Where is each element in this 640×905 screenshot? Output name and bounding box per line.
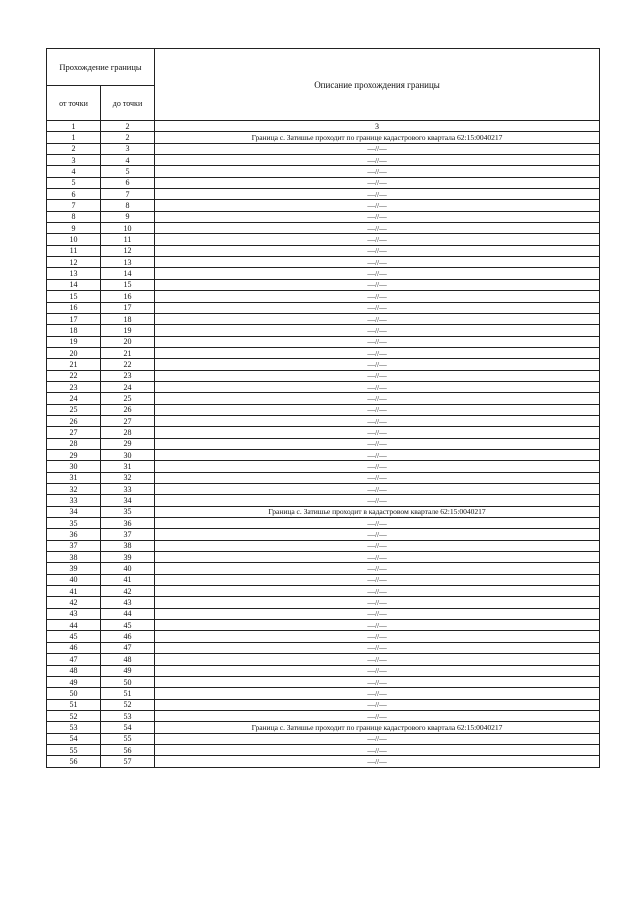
table-row [47,132,600,143]
table-row [47,370,600,381]
to-point-cell: 12 [101,245,155,256]
description-cell: —//— [155,620,600,631]
description-cell: —//— [155,631,600,642]
table-row [47,268,600,279]
from-point-cell: 17 [47,313,101,324]
description-cell: —//— [155,586,600,597]
to-point-cell: 50 [101,676,155,687]
from-point-cell: 18 [47,325,101,336]
to-point-cell: 4 [101,155,155,166]
description-cell: —//— [155,223,600,234]
description-cell: —//— [155,756,600,767]
to-point-cell: 36 [101,518,155,529]
to-point-cell: 18 [101,313,155,324]
from-point-cell: 53 [47,722,101,733]
to-point-cell: 43 [101,597,155,608]
description-cell: —//— [155,733,600,744]
description-cell: —//— [155,744,600,755]
table-row [47,381,600,392]
from-point-cell: 15 [47,291,101,302]
to-point-cell: 15 [101,279,155,290]
to-point-cell: 2 [101,132,155,143]
to-point-cell: 25 [101,393,155,404]
description-cell: —//— [155,540,600,551]
from-point-cell: 19 [47,336,101,347]
to-point-cell: 17 [101,302,155,313]
table-row [47,347,600,358]
description-cell: —//— [155,427,600,438]
from-point-cell: 14 [47,279,101,290]
to-point-cell: 42 [101,586,155,597]
from-point-cell: 40 [47,574,101,585]
from-point-cell: 36 [47,529,101,540]
boundary-table [46,48,600,768]
table-row [47,710,600,721]
table-row [47,733,600,744]
table-row [47,415,600,426]
to-point-cell: 49 [101,665,155,676]
table-row [47,506,600,517]
from-point-cell: 16 [47,302,101,313]
from-point-cell: 2 [47,143,101,154]
description-cell: —//— [155,449,600,460]
table-row [47,631,600,642]
table-row [47,495,600,506]
table-row [47,744,600,755]
to-point-cell: 45 [101,620,155,631]
description-cell: —//— [155,438,600,449]
from-point-cell: 30 [47,461,101,472]
description-cell: —//— [155,461,600,472]
to-point-cell: 21 [101,347,155,358]
table-row [47,427,600,438]
description-cell: —//— [155,699,600,710]
from-point-cell: 10 [47,234,101,245]
from-point-cell: 47 [47,654,101,665]
from-point-cell: 9 [47,223,101,234]
to-point-cell: 19 [101,325,155,336]
table-row [47,574,600,585]
from-point-cell: 3 [47,155,101,166]
table-row [47,756,600,767]
table-row [47,449,600,460]
description-cell: —//— [155,574,600,585]
table-row [47,563,600,574]
to-point-cell: 34 [101,495,155,506]
table-row [47,518,600,529]
table-row [47,336,600,347]
to-point-cell: 33 [101,484,155,495]
table-row [47,302,600,313]
from-point-cell: 39 [47,563,101,574]
to-point-cell: 28 [101,427,155,438]
to-point-cell: 30 [101,449,155,460]
to-point-cell: 41 [101,574,155,585]
description-cell: —//— [155,313,600,324]
from-point-cell: 41 [47,586,101,597]
to-point-cell: 20 [101,336,155,347]
to-point-cell: 24 [101,381,155,392]
from-point-cell: 42 [47,597,101,608]
table-row [47,404,600,415]
from-point-cell: 46 [47,642,101,653]
description-cell: —//— [155,166,600,177]
description-cell: —//— [155,393,600,404]
column-number-row [47,121,600,132]
table-row [47,608,600,619]
from-point-cell: 27 [47,427,101,438]
description-cell: —//— [155,381,600,392]
table-row [47,291,600,302]
description-cell: —//— [155,415,600,426]
table-row [47,552,600,563]
table-row [47,257,600,268]
to-point-cell: 39 [101,552,155,563]
table-row [47,166,600,177]
description-cell: —//— [155,257,600,268]
from-point-cell: 20 [47,347,101,358]
to-point-cell: 6 [101,177,155,188]
from-point-cell: 29 [47,449,101,460]
to-point-cell: 57 [101,756,155,767]
from-point-cell: 44 [47,620,101,631]
from-point-cell: 7 [47,200,101,211]
column-number: 1 [47,121,101,132]
to-point-cell: 53 [101,710,155,721]
from-point-cell: 11 [47,245,101,256]
to-point-cell: 38 [101,540,155,551]
to-point-cell: 32 [101,472,155,483]
from-point-cell: 31 [47,472,101,483]
description-cell: —//— [155,325,600,336]
to-point-cell: 27 [101,415,155,426]
from-point-cell: 13 [47,268,101,279]
to-point-cell: 29 [101,438,155,449]
description-cell: —//— [155,665,600,676]
description-cell: —//— [155,245,600,256]
table-row [47,223,600,234]
table-row [47,359,600,370]
from-point-cell: 48 [47,665,101,676]
table-row [47,676,600,687]
from-point-cell: 55 [47,744,101,755]
table-row [47,189,600,200]
description-cell: —//— [155,200,600,211]
description-cell: —//— [155,563,600,574]
table-row [47,461,600,472]
description-cell: Граница с. Затишье проходит по границе кадастрового квартала 62:15:0040217 [155,722,600,733]
description-cell: —//— [155,359,600,370]
column-number: 3 [155,121,600,132]
description-cell: —//— [155,676,600,687]
to-point-cell: 31 [101,461,155,472]
description-cell: —//— [155,143,600,154]
table-row [47,438,600,449]
from-point-cell: 26 [47,415,101,426]
description-cell: —//— [155,279,600,290]
to-point-cell: 40 [101,563,155,574]
from-point-cell: 32 [47,484,101,495]
table-row [47,586,600,597]
column-number: 2 [101,121,155,132]
from-point-cell: 56 [47,756,101,767]
to-point-cell: 44 [101,608,155,619]
from-point-cell: 25 [47,404,101,415]
table-row [47,177,600,188]
table-row [47,597,600,608]
description-cell: —//— [155,597,600,608]
description-cell: —//— [155,518,600,529]
to-point-cell: 3 [101,143,155,154]
table-row [47,313,600,324]
from-point-cell: 24 [47,393,101,404]
from-point-cell: 22 [47,370,101,381]
from-point-cell: 38 [47,552,101,563]
description-cell: —//— [155,347,600,358]
table-row [47,688,600,699]
to-point-cell: 47 [101,642,155,653]
table-row [47,540,600,551]
description-cell: —//— [155,189,600,200]
description-cell: —//— [155,472,600,483]
from-point-cell: 28 [47,438,101,449]
to-point-cell: 11 [101,234,155,245]
to-point-cell: 52 [101,699,155,710]
description-cell: —//— [155,404,600,415]
description-cell: —//— [155,710,600,721]
table-row [47,699,600,710]
table-row [47,722,600,733]
description-cell: Граница с. Затишье проходит по границе кадастрового квартала 62:15:0040217 [155,132,600,143]
to-point-cell: 9 [101,211,155,222]
from-point-cell: 5 [47,177,101,188]
to-point-cell: 16 [101,291,155,302]
description-cell: —//— [155,370,600,381]
table-row [47,143,600,154]
table-row [47,484,600,495]
table-row [47,279,600,290]
header-description: Описание прохождения границы [155,49,600,121]
to-point-cell: 35 [101,506,155,517]
from-point-cell: 50 [47,688,101,699]
description-cell: —//— [155,552,600,563]
to-point-cell: 55 [101,733,155,744]
description-cell: —//— [155,495,600,506]
table-row [47,393,600,404]
description-cell: —//— [155,291,600,302]
description-cell: —//— [155,336,600,347]
from-point-cell: 4 [47,166,101,177]
table-row [47,245,600,256]
from-point-cell: 52 [47,710,101,721]
header-to-point: до точки [101,86,155,121]
to-point-cell: 48 [101,654,155,665]
header-from-point: от точки [47,86,101,121]
table-row [47,325,600,336]
description-cell: —//— [155,484,600,495]
description-cell: —//— [155,654,600,665]
to-point-cell: 8 [101,200,155,211]
table-row [47,155,600,166]
table-body [47,121,600,768]
description-cell: —//— [155,302,600,313]
description-cell: —//— [155,234,600,245]
to-point-cell: 10 [101,223,155,234]
from-point-cell: 23 [47,381,101,392]
table-row [47,200,600,211]
to-point-cell: 26 [101,404,155,415]
from-point-cell: 37 [47,540,101,551]
table-row [47,211,600,222]
description-cell: —//— [155,211,600,222]
to-point-cell: 56 [101,744,155,755]
description-cell: —//— [155,177,600,188]
from-point-cell: 12 [47,257,101,268]
to-point-cell: 5 [101,166,155,177]
to-point-cell: 14 [101,268,155,279]
to-point-cell: 46 [101,631,155,642]
description-cell: —//— [155,688,600,699]
table-row [47,620,600,631]
from-point-cell: 21 [47,359,101,370]
table-row [47,665,600,676]
to-point-cell: 54 [101,722,155,733]
from-point-cell: 35 [47,518,101,529]
to-point-cell: 22 [101,359,155,370]
description-cell: —//— [155,608,600,619]
to-point-cell: 37 [101,529,155,540]
table-row [47,642,600,653]
table-row [47,654,600,665]
from-point-cell: 51 [47,699,101,710]
description-cell: —//— [155,642,600,653]
from-point-cell: 49 [47,676,101,687]
from-point-cell: 8 [47,211,101,222]
table-row [47,234,600,245]
description-cell: —//— [155,268,600,279]
from-point-cell: 1 [47,132,101,143]
from-point-cell: 33 [47,495,101,506]
table-row [47,472,600,483]
table-row [47,529,600,540]
to-point-cell: 51 [101,688,155,699]
header-passage-group: Прохождение границы [47,49,155,86]
from-point-cell: 43 [47,608,101,619]
to-point-cell: 13 [101,257,155,268]
to-point-cell: 7 [101,189,155,200]
from-point-cell: 54 [47,733,101,744]
from-point-cell: 34 [47,506,101,517]
description-cell: —//— [155,155,600,166]
from-point-cell: 6 [47,189,101,200]
description-cell: —//— [155,529,600,540]
description-cell: Граница с. Затишье проходит в кадастровом квартале 62:15:0040217 [155,506,600,517]
to-point-cell: 23 [101,370,155,381]
from-point-cell: 45 [47,631,101,642]
document-page [46,48,599,768]
